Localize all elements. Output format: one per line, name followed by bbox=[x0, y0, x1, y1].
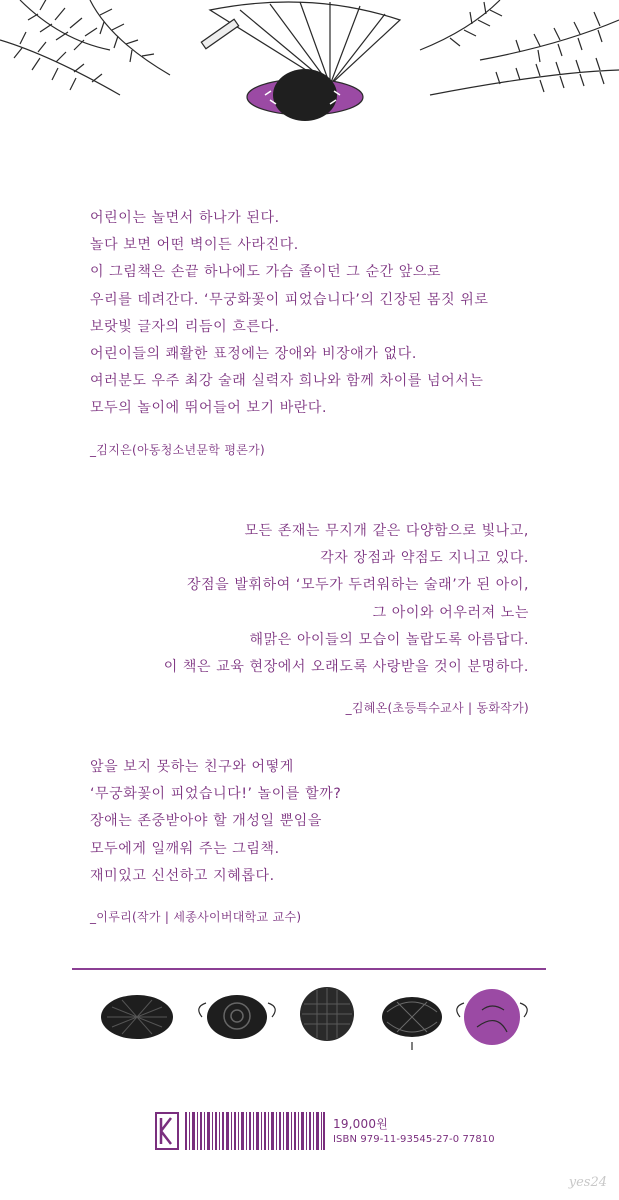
price-label: 19,000원 bbox=[333, 1117, 388, 1131]
quote-line: 각자 장점과 약점도 지니고 있다. bbox=[320, 550, 529, 567]
quote-line: 모두에게 일깨워 주는 그림책. bbox=[90, 840, 280, 857]
endorsement-quote-2 bbox=[164, 518, 529, 722]
endorsement-quote-3 bbox=[90, 754, 341, 931]
quote-line: 그 아이와 어우러져 노는 bbox=[372, 604, 529, 621]
hair-bun-5-purple-illustration bbox=[457, 989, 527, 1045]
hair-bun-3-illustration bbox=[300, 987, 354, 1041]
hair-bun-1-illustration bbox=[101, 995, 173, 1039]
hair-bun-illustration bbox=[273, 69, 337, 121]
isbn-label: ISBN 979-11-93545-27-0 77810 bbox=[333, 1134, 495, 1145]
quote-line: 장애는 존중받아야 할 개성일 뿐임을 bbox=[90, 813, 323, 830]
quote-line: 모두의 놀이에 뛰어들어 보기 바란다. bbox=[90, 400, 328, 417]
quote-byline: _김혜온(초등특수교사 | 동화작가) bbox=[345, 701, 529, 716]
quote-line: 이 그림책은 손끝 하나에도 가슴 졸이던 그 순간 앞으로 bbox=[90, 264, 442, 281]
quote-line: 놀다 보면 어떤 벽이든 사라진다. bbox=[90, 237, 299, 254]
top-illustration bbox=[0, 0, 619, 125]
quote-line: 어린이는 놀면서 하나가 된다. bbox=[90, 210, 280, 226]
kc-mark-icon bbox=[155, 1112, 179, 1150]
quote-byline: _이루리(작가 | 세종사이버대학교 교수) bbox=[90, 910, 302, 925]
quote-line: 보랏빛 글자의 리듬이 흐른다. bbox=[90, 318, 280, 335]
hair-buns-illustration bbox=[72, 972, 546, 1052]
barcode-area bbox=[155, 1112, 495, 1154]
quote-byline: _김지은(아동청소년문학 평론가) bbox=[90, 442, 265, 457]
hair-bun-4-illustration bbox=[382, 997, 442, 1050]
quote-line: 재미있고 신선하고 지혜롭다. bbox=[90, 867, 275, 884]
barcode-icon bbox=[185, 1112, 325, 1150]
quote-line: 앞을 보지 못하는 친구와 어떻게 bbox=[90, 759, 294, 775]
quote-line: 우리를 데려간다. ‘무궁화꽃이 피었습니다’의 긴장된 몸짓 위로 bbox=[90, 291, 489, 308]
quote-line: 장점을 발휘하여 ‘모두가 두려워하는 술래’가 된 아이, bbox=[186, 577, 529, 594]
divider-line bbox=[72, 968, 546, 970]
watermark-logo: yes24 bbox=[568, 1175, 607, 1190]
quote-line: 이 책은 교육 현장에서 오래도록 사랑받을 것이 분명하다. bbox=[163, 659, 529, 676]
quote-line: 모든 존재는 무지개 같은 다양함으로 빛나고, bbox=[244, 523, 529, 539]
quote-line: ‘무궁화꽃이 피었습니다!’ 놀이를 할까? bbox=[90, 786, 342, 803]
hair-bun-2-illustration bbox=[199, 995, 275, 1039]
endorsement-quote-1 bbox=[90, 205, 489, 464]
quote-line: 어린이들의 쾌활한 표정에는 장애와 비장애가 없다. bbox=[90, 346, 417, 363]
quote-line: 여러분도 우주 최강 술래 실력자 희나와 함께 차이를 넘어서는 bbox=[90, 373, 484, 390]
quote-line: 해맑은 아이들의 모습이 놀랍도록 아름답다. bbox=[249, 631, 529, 648]
